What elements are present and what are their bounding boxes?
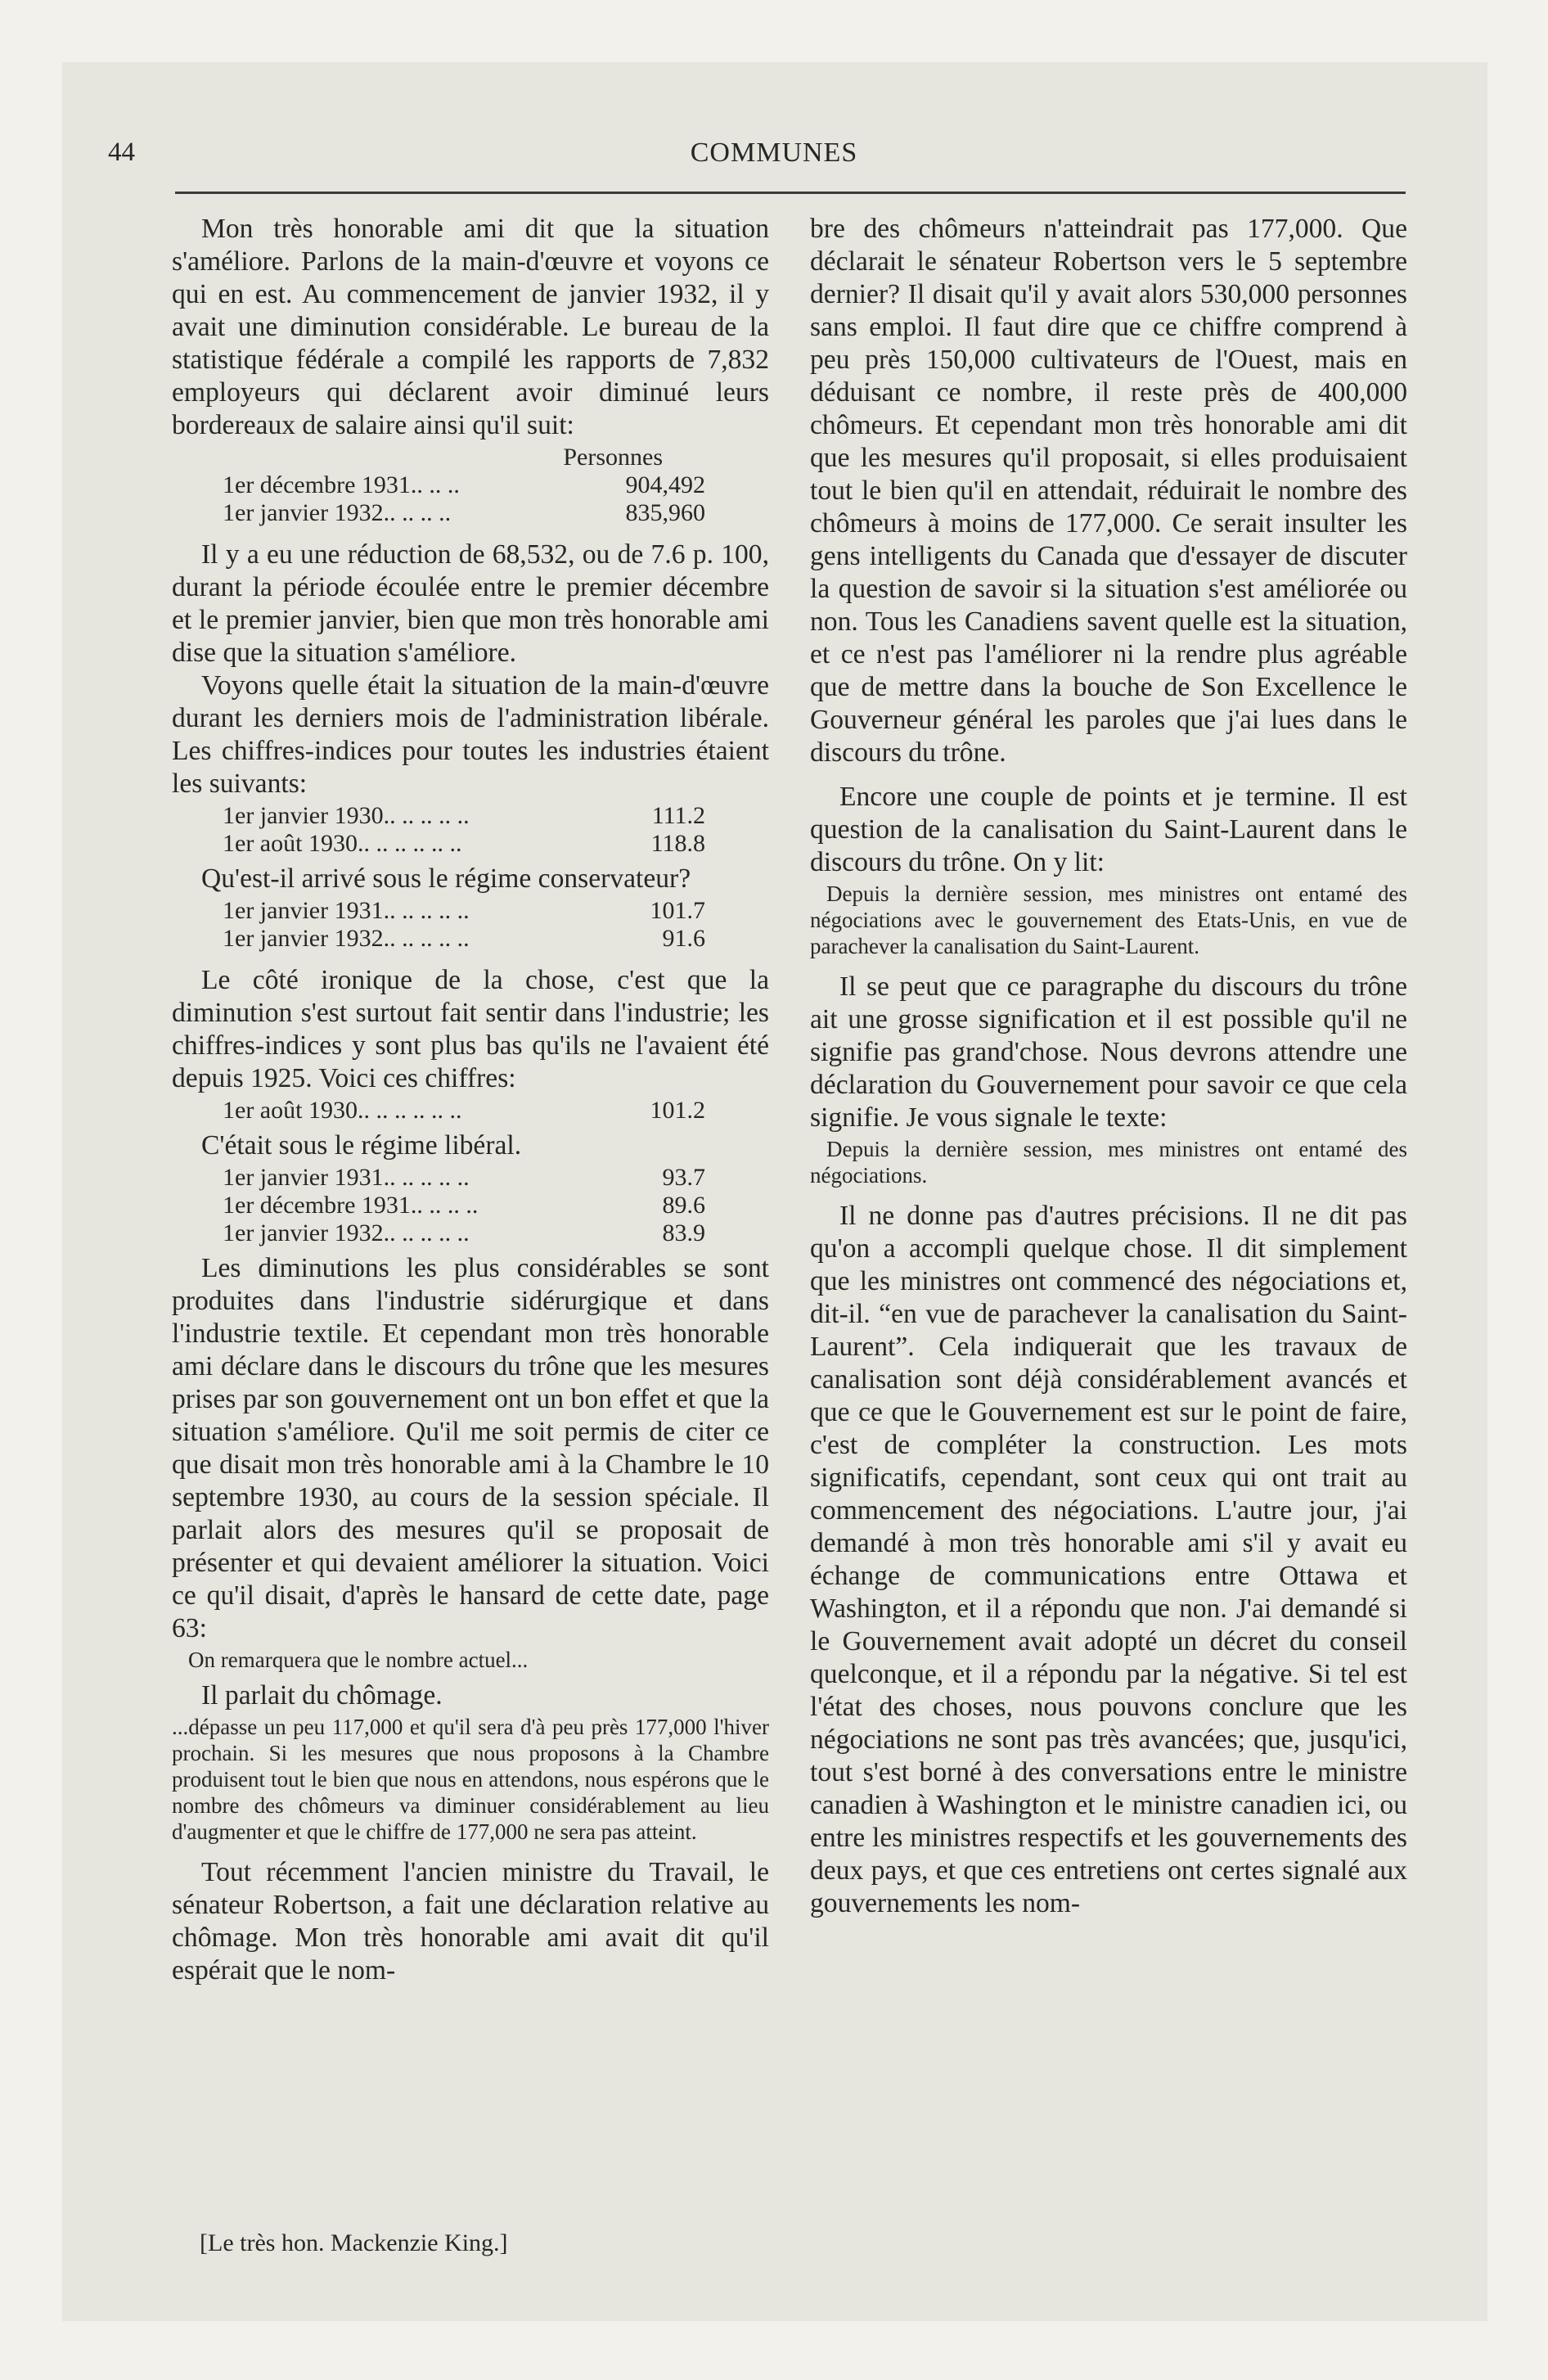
row-label: 1er janvier 1931.. .. .. .. ..	[223, 1164, 470, 1191]
row-label: 1er janvier 1930.. .. .. .. ..	[223, 802, 470, 829]
row-value: 101.7	[650, 897, 705, 924]
table-row	[172, 1192, 769, 1219]
paragraph: Il ne donne pas d'autres précisions. Il ne dit pas qu'on a accompli quelque chose. Il dit simplement que les ministres ont commencé des négociations et, dit-il. “en vue de parachever la canalisation du Saint-Laurent”. Cela indiquerait que les travaux de canalisation sont déjà considérablement avancés et que ce que le Gouvernement est sur le point de faire, c'est de compléter la construction. Les mots significatifs, cependant, sont ceux qui ont trait au commencement des négociations. L'autre jour, j'ai demandé à mon très honorable ami s'il y avait eu échange de communications entre Ottawa et Washington, et il a répondu que non. J'ai demandé si le Gouvernement avait adopté un décret du conseil quelconque, et il a répondu par la négative. Si tel est l'état des choses, nous pouvons conclure que les négociations ne sont pas très avancées; que, jusqu'ici, tout s'est borné à des conversations entre le ministre canadien à Washington et le ministre canadien ici, ou entre les ministres respectifs et les gouvernements des deux pays, et que ces entretiens ont certes signalé aux gouvernements les nom-	[810, 1201, 1407, 1918]
row-value: 83.9	[662, 1219, 705, 1246]
paragraph: bre des chômeurs n'atteindrait pas 177,000. Que déclarait le sénateur Robertson vers le 5 septembre dernier? Il disait qu'il y avait alors 530,000 personnes sans emploi. Il faut dire que ce chiffre comprend à peu près 150,000 cultivateurs de l'Ouest, mais en déduisant ce nombre, il reste près de 400,000 chômeurs. Et cependant mon très honorable ami dit que les mesures qu'il proposait, si elles produisaient tout le bien qu'il en attendait, réduirait le nombre des chômeurs à moins de 177,000. Ce serait insulter les gens intelligents du Canada que d'essayer de discuter la question de savoir si la situation s'est améliorée ou non. Tous les Canadiens savent quelle est la situation, et ce n'est pas l'améliorer ni la rendre plus agréable que de mettre dans la bouche de Son Excellence le Gouverneur général les paroles que j'ai lues dans le discours du trône.	[810, 214, 1407, 768]
speaker-attribution: [Le très hon. Mackenzie King.]	[200, 2229, 508, 2256]
index-table-5	[172, 1164, 769, 1247]
index-table-3	[172, 897, 769, 953]
paragraph: Tout récemment l'ancien ministre du Travail, le sénateur Robertson, a fait une déclaration relative au chômage. Mon très honorable ami avait dit qu'il espérait que le nom-	[172, 1857, 769, 1986]
row-label: 1er décembre 1931.. .. .. ..	[223, 1192, 479, 1219]
block-quote: ...dépasse un peu 117,000 et qu'il sera d'à peu près 177,000 l'hiver prochain. Si les mesures que nous proposons à la Chambre produisent tout le bien que nous en attendons, nous espérons que le nombre des chômeurs va diminuer considérablement au lieu d'augmenter et que le chiffre de 177,000 ne sera pas atteint.	[172, 1715, 769, 1844]
table-row	[172, 802, 769, 830]
table-row	[172, 1219, 769, 1247]
row-value: 91.6	[662, 925, 705, 952]
row-label: 1er janvier 1932.. .. .. .. ..	[223, 1219, 470, 1246]
paragraph: C'était sous le régime libéral.	[201, 1130, 522, 1161]
table-row	[172, 830, 769, 858]
right-column	[810, 213, 1407, 1920]
row-label: 1er août 1930.. .. .. .. .. ..	[223, 1097, 462, 1124]
running-header: COMMUNES	[690, 137, 858, 168]
row-value: 101.2	[650, 1097, 705, 1124]
row-value: 93.7	[662, 1164, 705, 1191]
row-label: 1er janvier 1931.. .. .. .. ..	[223, 897, 470, 924]
block-quote: Depuis la dernière session, mes ministres ont entamé des négociations avec le gouvernement des Etats-Unis, en vue de parachever la canalisation du Saint-Laurent.	[810, 881, 1407, 958]
block-quote: Depuis la dernière session, mes ministres ont entamé des négociations.	[810, 1137, 1407, 1188]
paragraph: Le côté ironique de la chose, c'est que la diminution s'est surtout fait sentir dans l'industrie; les chiffres-indices y sont plus bas qu'ils ne l'avaient été depuis 1925. Voici ces chiffres:	[172, 965, 769, 1093]
page-number: 44	[108, 137, 135, 167]
index-table-4	[172, 1097, 769, 1125]
paragraph: Les diminutions les plus considérables se sont produites dans l'industrie sidérurgique et dans l'industrie textile. Et cependant mon très honorable ami déclare dans le discours du trône que les mesures prises par son gouvernement ont un bon effet et que la situation s'améliore. Qu'il me soit permis de citer ce que disait mon très honorable ami à la Chambre le 10 septembre 1930, au cours de la session spéciale. Il parlait alors des mesures qu'il se proposait de présenter et qui devaient améliorer la situation. Voici ce qu'il disait, d'après le hansard de cette date, page 63:	[172, 1253, 769, 1643]
table-row	[172, 1097, 769, 1125]
table-row	[172, 925, 769, 953]
table-row	[172, 897, 769, 925]
row-value: 118.8	[650, 830, 705, 857]
row-label: 1er janvier 1932.. .. .. .. ..	[223, 925, 470, 952]
row-value: 835,960	[625, 499, 705, 526]
block-quote: On remarquera que le nombre actuel...	[188, 1648, 529, 1672]
row-value: 89.6	[662, 1192, 705, 1219]
table-row	[172, 1164, 769, 1192]
header-rule	[175, 192, 1406, 194]
row-label: 1er décembre 1931.. .. ..	[223, 471, 460, 498]
left-column	[172, 213, 769, 1987]
row-value: 904,492	[625, 471, 705, 498]
table-header: Personnes	[563, 444, 663, 471]
table-row	[172, 471, 769, 499]
paragraph: Encore une couple de points et je termine. Il est question de la canalisation du Saint-Laurent dans le discours du trône. On y lit:	[810, 782, 1407, 877]
row-label: 1er janvier 1932.. .. .. ..	[223, 499, 452, 526]
row-label: 1er août 1930.. .. .. .. .. ..	[223, 830, 462, 857]
paragraph: Voyons quelle était la situation de la main-d'œuvre durant les derniers mois de l'administration libérale. Les chiffres-indices pour toutes les industries étaient les suivants:	[172, 670, 769, 799]
paragraph: Mon très honorable ami dit que la situation s'améliore. Parlons de la main-d'œuvre et voyons ce qui en est. Au commencement de janvier 1932, il y avait une diminution considérable. Le bureau de la statistique fédérale a compilé les rapports de 7,832 employeurs qui déclarent avoir diminué leurs bordereaux de salaire ainsi qu'il suit:	[172, 214, 769, 440]
employment-table-1	[172, 444, 769, 527]
paragraph: Il parlait du chômage.	[201, 1680, 443, 1711]
paragraph: Qu'est-il arrivé sous le régime conservateur?	[201, 863, 691, 894]
row-value: 111.2	[651, 802, 705, 829]
table-row	[172, 499, 769, 527]
paragraph: Il se peut que ce paragraphe du discours du trône ait une grosse signification et il est possible qu'il ne signifie pas grand'chose. Nous devrons attendre une déclaration du Gouvernement pour savoir ce que cela signifie. Je vous signale le texte:	[810, 971, 1407, 1133]
index-table-2	[172, 802, 769, 858]
paragraph: Il y a eu une réduction de 68,532, ou de 7.6 p. 100, durant la période écoulée entre le premier décembre et le premier janvier, bien que mon très honorable ami dise que la situation s'améliore.	[172, 539, 769, 668]
